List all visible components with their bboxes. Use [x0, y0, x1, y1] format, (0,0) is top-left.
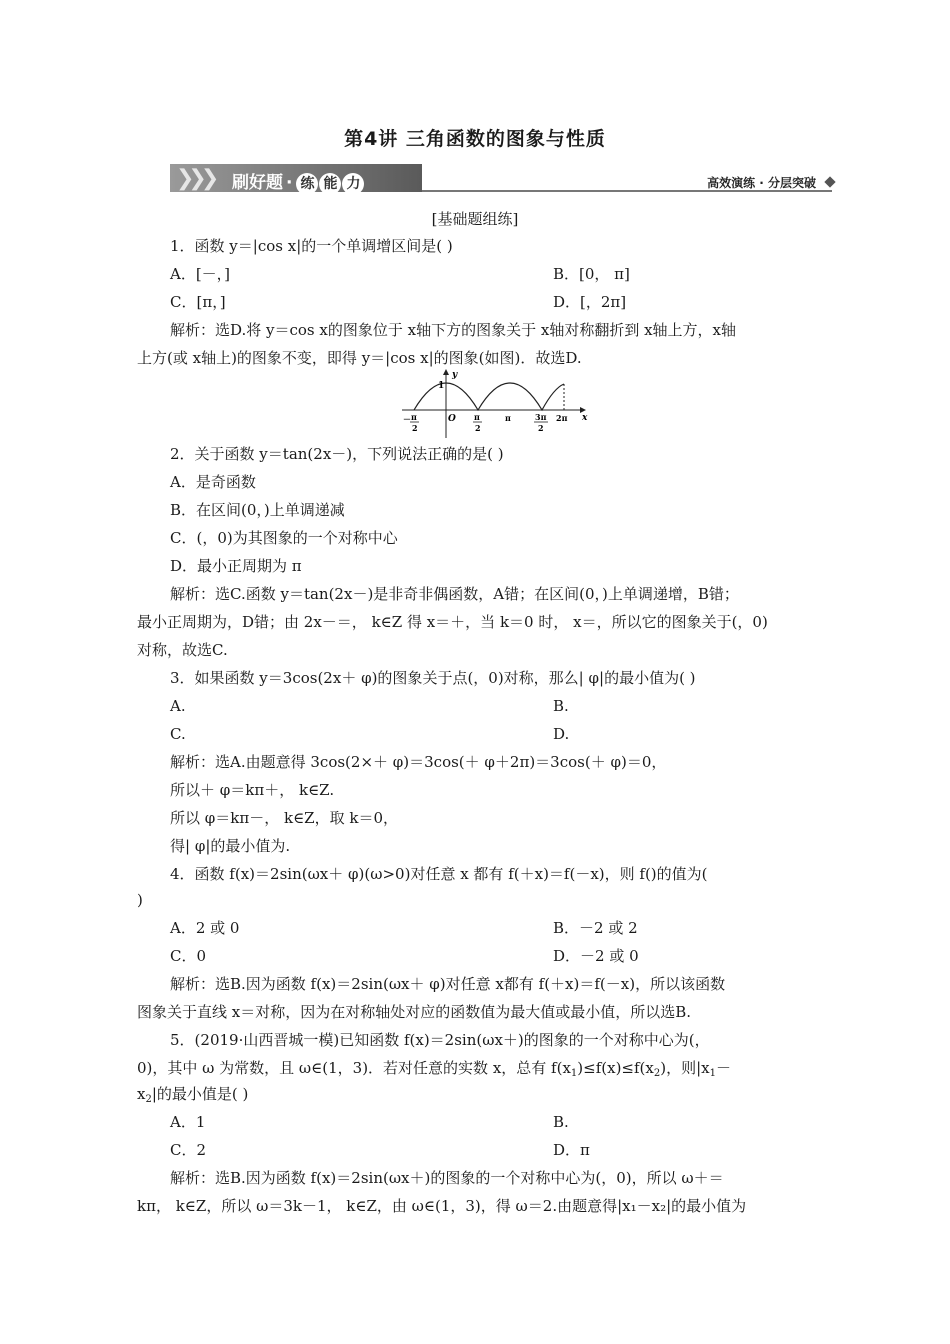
q3-option-c: C.	[170, 725, 186, 743]
q5-option-c: C．2	[170, 1141, 207, 1159]
banner-main: 刷好题	[232, 173, 283, 193]
banner-tagline: 高效演练 · 分层突破	[707, 176, 816, 190]
q1-option-d: D．[，2π]	[553, 293, 627, 311]
q4-stem-line-1: 4．函数 f(x)＝2sin(ωx＋ φ)(ω>0)对任意 x 都有 f(＋x)＝f(－x)，则 f()的值为(	[170, 865, 708, 883]
q2-stem: 2．关于函数 y＝tan(2x－)，下列说法正确的是( )	[170, 445, 504, 463]
q3-stem: 3．如果函数 y＝3cos(2x＋ φ)的图象关于点(，0)对称，那么| φ|的最小值为( )	[170, 669, 696, 687]
q4-answer-line-2: 图象关于直线 x＝对称，因为在对称轴处对应的函数值为最大值或最小值，所以选B.	[137, 1003, 692, 1021]
tick3-label: π	[505, 413, 511, 423]
q1-answer-line-1: 解析：选D.将 y＝cos x的图象位于 x轴下方的图象关于 x轴对称翻折到 x轴上方，x轴	[170, 321, 737, 339]
abs-cos-curve	[414, 383, 564, 410]
q4-option-b: B．－2 或 2	[553, 919, 638, 937]
q5-sub-2: 2	[653, 1068, 661, 1079]
q5-stem-2c: )，则|x	[660, 1059, 710, 1077]
q1-option-c: C．[π，]	[170, 293, 226, 311]
abs-cos-graph	[398, 368, 588, 440]
q5-option-b: B.	[553, 1113, 569, 1131]
q1-stem: 1．函数 y＝|cos x|的一个单调增区间是( )	[170, 237, 453, 255]
q3-option-d: D.	[553, 725, 570, 743]
banner-dot: ·	[286, 173, 293, 193]
tick2-den: 2	[475, 423, 481, 433]
q5-answer-line-2: kπ， k∈Z，所以 ω＝3k－1， k∈Z，由 ω∈(1，3)，得 ω＝2.由题意得|x₁－x₂|的最小值为	[137, 1197, 747, 1215]
tick4-den: 2	[538, 423, 544, 433]
x-label: x	[582, 413, 588, 423]
q5-stem-2d: －	[716, 1059, 732, 1077]
q1-answer-line-2: 上方(或 x轴上)的图象不变，即得 y＝|cos x|的图象(如图)．故选D.	[137, 349, 582, 367]
q4-stem-line-2: )	[137, 891, 143, 909]
q5-option-d: D．π	[553, 1141, 590, 1159]
q4-option-d: D．－2 或 0	[553, 947, 639, 965]
y-label: y	[452, 370, 458, 380]
q5-stem-3b: |的最小值是( )	[151, 1085, 249, 1103]
tick1-den: 2	[412, 423, 418, 433]
q5-stem-line-3	[137, 1085, 248, 1109]
q2-option-d: D．最小正周期为 π	[170, 557, 302, 575]
tick2-num: π	[474, 412, 480, 422]
q4-answer-line-1: 解析：选B.因为函数 f(x)＝2sin(ωx＋ φ)对任意 x都有 f(＋x)＝f(－x)，所以该函数	[170, 975, 726, 993]
q2-option-c: C．(，0)为其图象的一个对称中心	[170, 529, 398, 547]
q4-option-c: C．0	[170, 947, 207, 965]
q4-option-a: A．2 或 0	[170, 919, 240, 937]
page-title: 第4讲 三角函数的图象与性质	[344, 128, 606, 150]
section-heading: [基础题组练]	[431, 210, 519, 228]
q5-stem-2a: 0)，其中 ω 为常数，且 ω∈(1，3)．若对任意的实数 x，总有 f(x	[137, 1059, 571, 1077]
q5-sub-4: 2	[145, 1094, 152, 1105]
banner-char-1: 练	[296, 173, 318, 195]
q5-stem-2b: )≤f(x)≤f(x	[577, 1059, 654, 1077]
q3-answer-line-1: 解析：选A.由题意得 3cos(2×＋ φ)＝3cos(＋ φ＋2π)＝3cos(＋ φ)＝0，	[170, 753, 667, 771]
tick5-label: 2π	[556, 413, 568, 423]
banner-label	[232, 168, 364, 195]
q3-answer-line-3: 所以 φ＝kπ－， k∈Z，取 k＝0，	[170, 809, 399, 827]
q2-option-a: A．是奇函数	[170, 473, 256, 491]
q3-option-a: A.	[170, 697, 186, 715]
q3-answer-line-4: 得| φ|的最小值为.	[170, 837, 291, 855]
y-axis-arrow-icon	[443, 369, 449, 375]
q2-option-b: B．在区间(0，)上单调递减	[170, 501, 345, 519]
origin-label: O	[448, 414, 456, 424]
chevron-right-icon: ❯❯❯	[176, 166, 214, 191]
q2-answer-line-3: 对称，故选C.	[137, 641, 228, 659]
q5-sub-1: 1	[570, 1068, 578, 1079]
q5-option-a: A．1	[170, 1113, 206, 1131]
q2-answer-line-1: 解析：选C.函数 y＝tan(2x－)是非奇非偶函数，A错；在区间(0，)上单调递增，B错；	[170, 585, 739, 603]
tick4-num: 3π	[535, 412, 547, 422]
y-tick-one: 1	[438, 381, 445, 391]
q5-stem-line-1: 5．(2019·山西晋城一模)已知函数 f(x)＝2sin(ωx＋)的图象的一个对称中心为(，	[170, 1031, 710, 1049]
banner-char-3: 力	[342, 173, 364, 195]
tick1-num: π	[411, 412, 417, 422]
q3-option-b: B.	[553, 697, 569, 715]
q5-stem-3a: x	[137, 1085, 146, 1103]
q1-option-b: B．[0， π]	[553, 265, 630, 283]
q3-answer-line-2: 所以＋ φ＝kπ＋， k∈Z.	[170, 781, 335, 799]
q2-answer-line-2: 最小正周期为，D错；由 2x－＝， k∈Z 得 x＝＋，当 k＝0 时， x＝，所以它的图象关于(，0)	[137, 613, 768, 631]
q1-option-a: A．[－，]	[170, 265, 231, 283]
q5-answer-line-1: 解析：选B.因为函数 f(x)＝2sin(ωx＋)的图象的一个对称中心为(，0)，所以 ω＋＝	[170, 1169, 724, 1187]
tick1-sign: －	[403, 414, 411, 424]
q5-sub-3: 1	[709, 1068, 716, 1079]
banner-char-2: 能	[319, 173, 341, 195]
q5-stem-line-2	[137, 1059, 731, 1083]
diamond-icon	[824, 176, 835, 187]
section-banner	[170, 164, 838, 194]
